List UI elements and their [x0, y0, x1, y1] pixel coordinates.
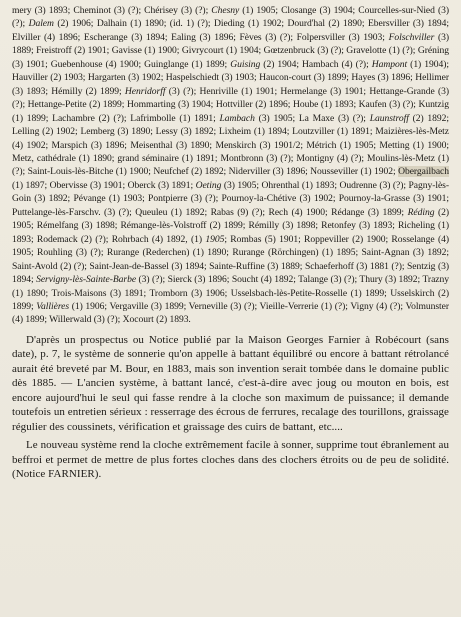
list-text-run: (3) (?); Sierck (3) 1896; Soucht (4) 1892; Talange (3) (?); Thury (3) 1892; Trazny (1) 1890; Trois-Maisons (3) 1891; Tromborn (3) 1906; Usselsbach-lès-Petite-Rosselle (1) 1899; Usselskirch (2) 1899; [12, 274, 449, 312]
italic-place-name: Servigny-lès-Sainte-Barbe [36, 274, 137, 286]
notice-paragraph-2: Le nouveau système rend la cloche extrêmement facile à sonner, supprime tout ébranlement au beffroi et permet de mettre de plus fortes cloches dans des clochers étroits ou de peu de solidité. (Notice FARNIER). [12, 439, 449, 481]
italic-place-name: Hampont [371, 58, 408, 70]
list-text-run: (3) 1905; Ohrenthal (1) 1893; Oudrenne (3) (?); Pagny-lès-Goin (3) 1892; Pévange (1) 1903; Pontpierre (3) (?); Pournoy-la-Chétive (3) 1902; Pournoy-la-Grasse (3) 1901; Puttelange-lès-Farschv. (3) (?); Queuleu (1) 1892; Rabas (9) (?); Rech (4) 1900; Rédange (3) 1899; [12, 179, 449, 218]
list-text-run: (3) 1889; Freistroff (2) 1901; Gavisse (1) 1900; Givrycourt (1) 1904; Gœtzenbruck (3) (?); Gravelotte (1) (?); Gréning (3) 1901; Guebenhouse (4) 1900; Guinglange (1) 1899; [12, 31, 449, 70]
list-text-run: ; Rombas (5) 1901; Roppeviller (2) 1900; Rosselange (4) 1905; Rouhling (3) (?); Rurange (Rederchen) (1) 1890; Rurange (Rörchingen) (1) 1895; Saint-Agnan (3) 1892; Saint-Avold (2) (?); Saint-Jean-de-Bassel (3) 1894; Sainte-Ruffine (3) 1889; Schaeferhoff (3) 1881 (?); Sentzig (3) 1894; [12, 233, 449, 286]
highlighted-place-name: Obergailbach [398, 166, 449, 178]
italic-place-name: Vallières [36, 300, 70, 312]
list-text-run: (2) 1905; Rémelfang (3) 1898; Rémange-lès-Volstroff (2) 1899; Rémilly (3) 1898; Retonfey (3) 1893; Richeling (1) 1893; Rodemack (2) (?); Rohrbach (4) 1892, (1) [12, 206, 450, 245]
list-text-run: (2) 1892; Lelling (2) 1902; Lemberg (3) 1890; Lessy (3) 1892; Lixheim (1) 1894; Loutzviller (1) 1891; Maizières-lès-Metz (4) 1902; Marspich (3) 1896; Meisenthal (3) 1890; Menskirch (3) 1901/2; Métrich (1) 1905; Metting (1) 1900; Metz, cathédrale (1) 1890; grand séminaire (1) 1891; Montbronn (3) (?); Montigny (4) (?); Moulins-lès-Metz (1) (?); Saint-Louis-lès-Bitche (1) 1900; Neufchef (2) 1892; Niderviller (3) 1896; Nousseviller (1) 1902; [12, 112, 450, 178]
italic-place-name: Chesny [211, 5, 240, 16]
italic-place-name: Folschviller [388, 31, 435, 43]
list-text-run: (3) (?); Henriville (1) 1901; Hermelange (3) 1901; Hettange-Grande (3) (?); Hettange-Petite (2) 1899; Hommarting (3) 1904; Hottviller (2) 1896; Hoube (1) 1893; Kaufen (3) (?); Kuntzig (1) 1899; Lachambre (2) (?); Lafrimbolle (1) 1891; [12, 85, 449, 124]
italic-place-name: Launstroff [369, 112, 409, 124]
list-text-run: (2) 1906; Dalhain (1) 1890; (id. 1) (?); Dieding (1) 1902; Dourd'hal (2) 1890; Ebersviller (3) 1894; Elviller (4) 1896; Escherange (3) 1894; Ealing (3) 1896; Fèves (3) (?); Folpersviller (3) 1903; [12, 18, 449, 43]
list-text-run: (1) 1905; Closange (3) 1904; Courcelles-sur-Nied (3) (?); [12, 5, 449, 30]
list-text-run: (1) 1906; Vergaville (3) 1899; Verneville (3) (?); Vieille-Verrerie (1) (?); Vigny (4) (?); Volmunster (4) 1899; Willerwald (3) (?); Xocourt (2) 1893. [12, 300, 449, 326]
list-text-run: (2) 1904; Hambach (4) (?); [260, 58, 372, 70]
list-text-run: mery (3) 1893; Cheminot (3) (?); Chérisey (3) (?); [12, 5, 212, 16]
italic-place-name: Lambach [219, 112, 255, 124]
italic-place-name: 1905 [205, 233, 225, 245]
italic-place-name: Guising [230, 58, 261, 70]
italic-place-name: Henridorff [124, 85, 166, 97]
italic-place-name: Oeting [195, 179, 222, 191]
notice-paragraph-1: D'après un prospectus ou Notice publié par la Maison Georges Farnier à Robécourt (sans date), p. 7, le système de sonnerie qu'on appelle à battant équilibré ou encore à battant rétrolancé aurait été breveté par M. Bour, en 1883, mais son invention serait tombée dans le domaine public dès 1885. — L'ancien système, à battant lancé, c'est-à-dire avec joug ou mouton en bois, est encore aujourd'hui le seul qui fasse rendre à la cloche son maximum de puissance; il demande toutefois un entretien sérieux : resserrage des écrous de ferrures, recalage des tourillons, graissage régulier des coussinets, vérification et graissage des cuirs de battant, etc.... [12, 333, 449, 433]
italic-place-name: Dalem [28, 18, 54, 30]
list-text-run: (1) 1904); Hauviller (2) 1903; Hargarten (3) 1902; Haspelschiedt (3) 1903; Haucon-court (3) 1899; Hayes (3) 1896; Hellimer (3) 1893; Hémilly (2) 1899; [12, 58, 450, 97]
bell-list-paragraph [12, 4, 449, 327]
italic-place-name: Réding [407, 206, 435, 218]
list-text-run: (1) 1897; Obervisse (3) 1901; Oberck (3) 1891; [12, 179, 196, 191]
list-text-run: (3) 1905; La Maxe (3) (?); [254, 112, 370, 124]
